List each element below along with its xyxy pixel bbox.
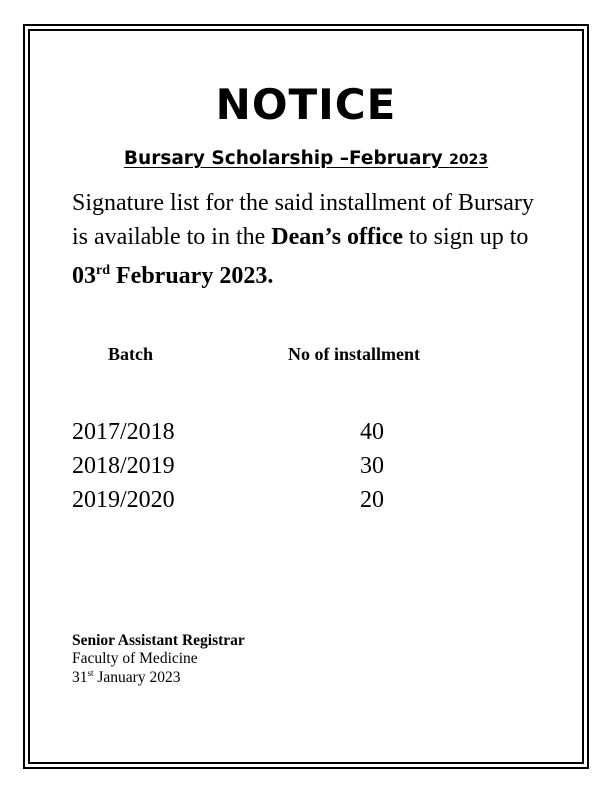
installment-cell: 20 xyxy=(360,487,384,513)
table-header-batch: Batch xyxy=(108,344,153,364)
installment-cell: 30 xyxy=(360,453,384,479)
body-line-1: Signature list for the said installment of Bursary xyxy=(72,190,534,216)
body-line-2: is available to in the Dean’s office to sign up to xyxy=(72,224,529,250)
subtitle-text: Bursary Scholarship –February 2023 xyxy=(123,148,489,169)
deans-office-text: Dean’s office xyxy=(271,224,404,250)
installment-cell: 40 xyxy=(360,419,384,445)
table-row xyxy=(72,487,492,519)
table-header-installment: No of installment xyxy=(288,344,420,364)
notice-subtitle xyxy=(0,148,612,169)
batch-cell: 2017/2018 xyxy=(72,419,175,445)
signatory-faculty: Faculty of Medicine xyxy=(72,650,198,667)
notice-title: NOTICE xyxy=(215,80,397,129)
signatory-role: Senior Assistant Registrar xyxy=(72,632,245,649)
table-row xyxy=(72,419,492,451)
batch-cell: 2019/2020 xyxy=(72,487,175,513)
deadline-date: 03rd February 2023. xyxy=(72,263,274,289)
signature-date: 31st January 2023 xyxy=(72,668,181,687)
batch-cell: 2018/2019 xyxy=(72,453,175,479)
subtitle-year: 2023 xyxy=(449,152,489,168)
table-row xyxy=(72,453,492,485)
